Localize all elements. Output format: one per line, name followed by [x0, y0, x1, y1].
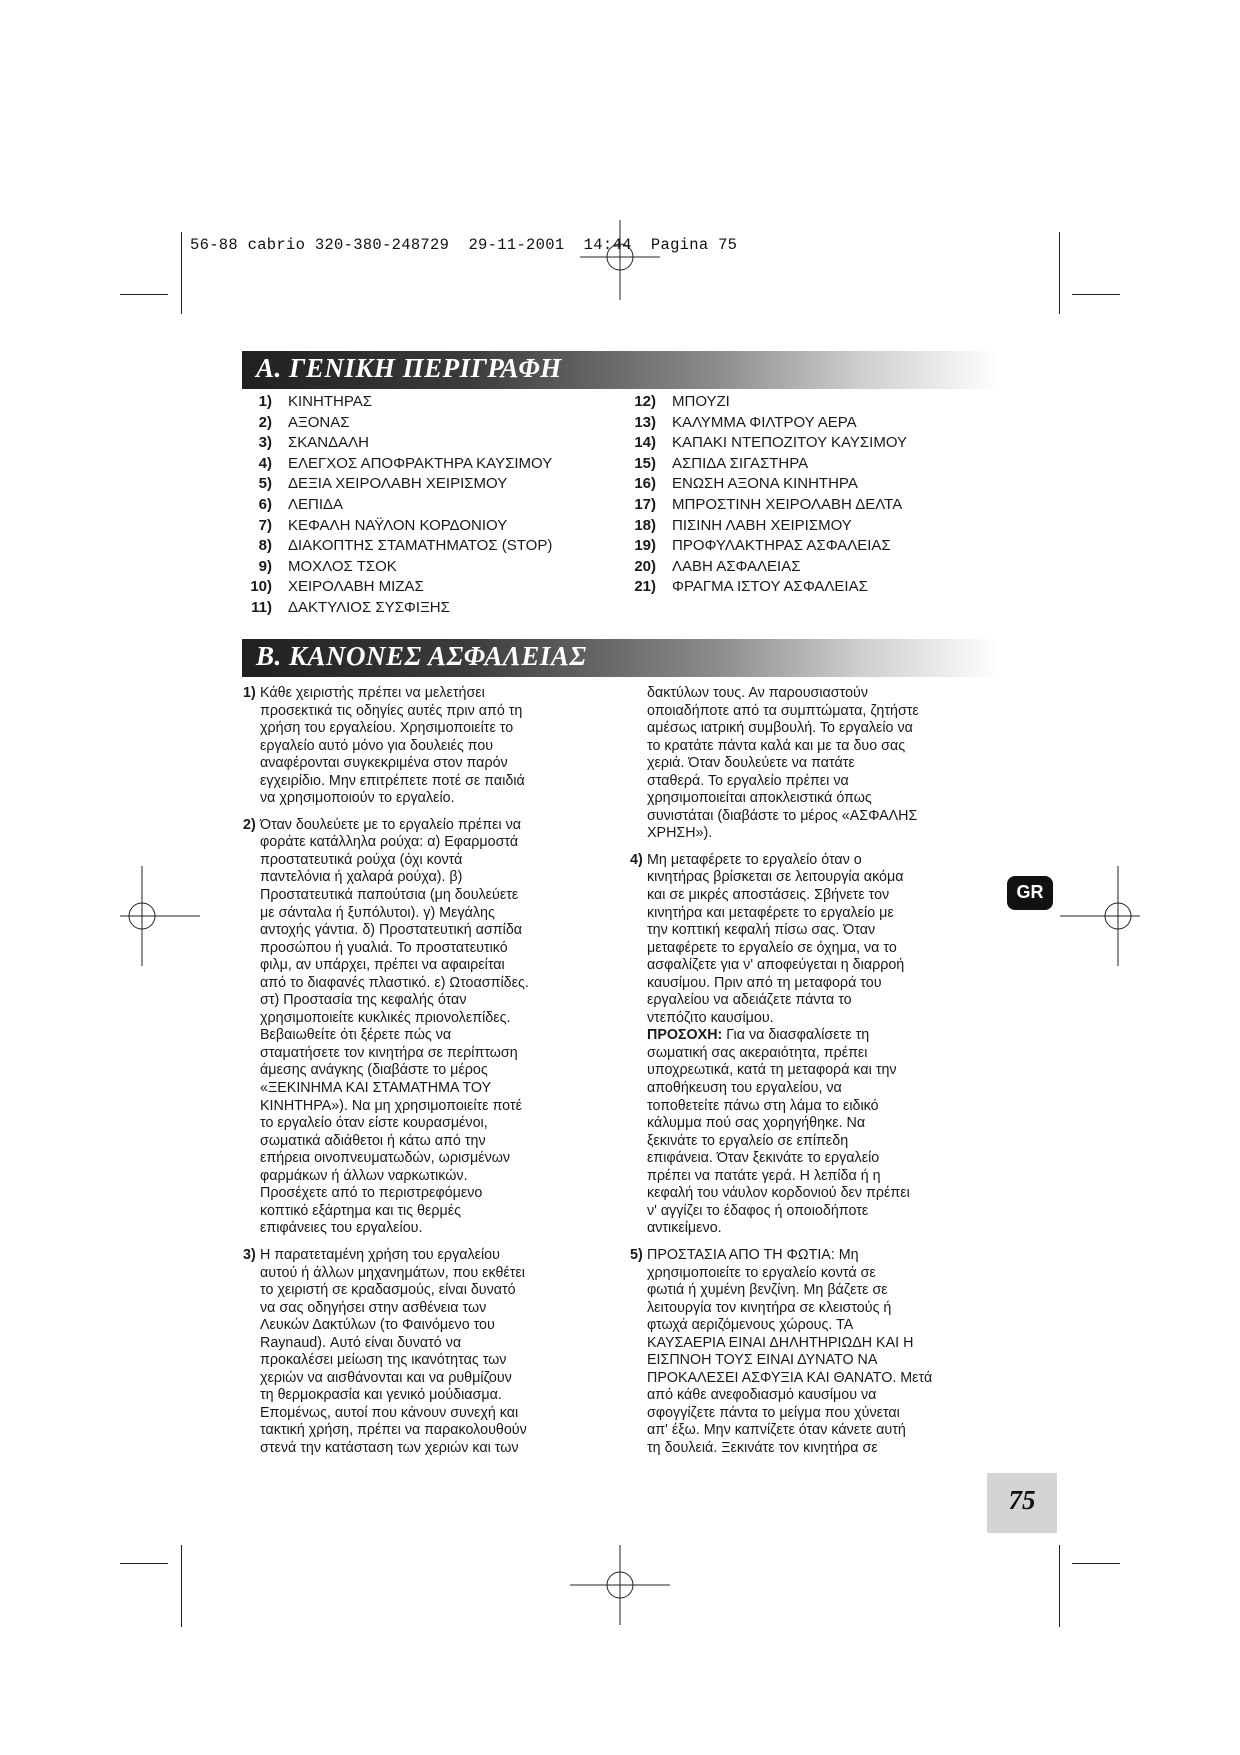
- registration-mark-top: [580, 220, 660, 300]
- part-number: 19): [634, 537, 656, 555]
- text-line: το κρατάτε πάντα καλά και με τα δυο σας: [647, 737, 906, 754]
- text-line: χεριών να αισθάνονται και να ρυθμίζουν: [260, 1369, 512, 1386]
- text-line: κάλυμμα πού σας χορηγήθηκε. Να: [647, 1115, 866, 1132]
- text-line: ΚΑΥΣΑΕΡΙΑ ΕΙΝΑΙ ΔΗΛΗΤΗΡΙΩΔΗ ΚΑΙ Η: [647, 1334, 914, 1351]
- text-line: Βεβαιωθείτε ότι ξέρετε πώς να: [260, 1027, 452, 1044]
- text-line: ασφαλίζετε για ν' αποφεύγεται η διαρροή: [647, 957, 905, 974]
- safety-rule-2: [243, 817, 623, 1238]
- part-number: 9): [258, 557, 272, 575]
- section-b-header: [242, 639, 1000, 677]
- part-label: ΚΙΝΗΤΗΡΑΣ: [288, 393, 373, 410]
- text-line: εργαλείο αυτό μόνο για δουλειές που: [260, 737, 494, 754]
- part-number: 18): [634, 516, 656, 534]
- text-line: αναφέρονται συγκεκριμένα στον παρόν: [260, 755, 508, 772]
- part-label: ΕΛΕΓΧΟΣ ΑΠΟΦΡΑΚΤΗΡΑ ΚΑΥΣΙΜΟΥ: [288, 454, 553, 472]
- text-line: επιφάνεια. Όταν ξεκινάτε το εργαλείο: [647, 1150, 880, 1167]
- part-label: ΑΣΠΙΔΑ ΣΙΓΑΣΤΗΡΑ: [672, 454, 809, 472]
- safety-column-left: [243, 685, 623, 1467]
- text-line: άμεσης ανάγκης (διαβάστε το μέρος: [260, 1062, 488, 1079]
- text-line: φαρμάκων ή άλλων ναρκωτικών.: [260, 1167, 468, 1184]
- text-line: με σάνταλα ή ξυπόλυτοι). γ) Μεγάλης: [260, 904, 495, 921]
- text-line: ΧΡΗΣΗ»).: [647, 825, 713, 842]
- text-line: προσεκτικά τις οδηγίες αυτές πριν από τη: [260, 702, 523, 719]
- part-number: 6): [258, 495, 272, 513]
- part-number: 3): [258, 434, 272, 452]
- text-line: ΚΙΝΗΤΗΡΑ»). Να μη χρησιμοποιείτε ποτέ: [260, 1097, 522, 1114]
- registration-mark-bottom: [570, 1545, 670, 1625]
- part-number: 20): [634, 557, 656, 575]
- text-line: εγχειρίδιο. Μην επιτρέπετε ποτέ σε παιδιά: [260, 772, 525, 789]
- text-line: Όταν δουλεύετε με το εργαλείο πρέπει να: [260, 816, 522, 833]
- text-line: φιλμ, αν υπάρχει, πρέπει να αφαιρείται: [260, 957, 505, 974]
- part-number: 13): [634, 413, 656, 431]
- part-label: ΛΕΠΙΔΑ: [288, 495, 344, 513]
- text-line: σταθερά. Το εργαλείο πρέπει να: [647, 772, 849, 789]
- text-line: από το διαφανές πλαστικό. ε) Ωτοασπίδες.: [260, 974, 529, 991]
- text-line: και σε μικρές αποστάσεις. Σβήνετε τον: [647, 887, 890, 904]
- text-line: αντικείμενο.: [647, 1220, 722, 1237]
- text-line: πρέπει να πατάτε γερά. Η λεπίδα ή η: [647, 1167, 881, 1184]
- text-line: παντελόνια ή χαλαρά ρούχα). β): [260, 869, 463, 886]
- text-line: φτωχά αεριζόμενους χώρους. ΤΑ: [647, 1317, 854, 1334]
- text-line: απ' έξω. Μην καπνίζετε όταν κάνετε αυτή: [647, 1422, 906, 1439]
- text-line: Μη μεταφέρετε το εργαλείο όταν ο: [647, 851, 862, 868]
- language-badge: [1007, 876, 1053, 910]
- text-line: καυσίμου. Πριν από τη μεταφορά του: [647, 974, 882, 991]
- section-a-header: [242, 351, 1000, 389]
- text-line: Λευκών Δακτύλων (το Φαινόμενο του: [260, 1317, 495, 1334]
- safety-rule-4: [630, 852, 1010, 1238]
- part-label: ΚΕΦΑΛΗ ΝΑΫΛΟΝ ΚΟΡΔΟΝΙΟΥ: [288, 516, 508, 534]
- print-slug: 56-88 cabrio 320-380-248729 29-11-2001 14:44 Pagina 75: [190, 236, 738, 254]
- part-label: ΔΑΚΤΥΛΙΟΣ ΣΥΣΦΙΞΗΣ: [288, 598, 450, 616]
- part-label: ΠΡΟΦΥΛΑΚΤΗΡΑΣ ΑΣΦΑΛΕΙΑΣ: [672, 537, 891, 555]
- text-line: εργαλείου να αδειάζετε πάντα το: [647, 992, 852, 1009]
- part-label: ΧΕΙΡΟΛΑΒΗ ΜΙΖΑΣ: [288, 578, 424, 596]
- crop-mark: [1072, 1563, 1120, 1564]
- crop-mark: [181, 1545, 182, 1627]
- text-line: μεταφέρετε το εργαλείο σε όχημα, να το: [647, 939, 897, 956]
- text-line: τοποθετείτε πάνω στη λάμα το ειδικό: [647, 1097, 879, 1114]
- crop-mark: [1072, 294, 1120, 295]
- text-line: υποχρεωτικά, κατά τη μεταφορά και την: [647, 1062, 897, 1079]
- part-number: 16): [634, 475, 656, 493]
- text-line: Προστατευτικά παπούτσια (μη δουλεύετε: [260, 887, 519, 904]
- text-line: Προσέχετε από το περιστρεφόμενο: [260, 1185, 483, 1202]
- text-line: τη θερμοκρασία και γενικό μούδιασμα.: [260, 1387, 502, 1404]
- safety-rule-3: [243, 1247, 623, 1458]
- page-number-box: [987, 1473, 1057, 1533]
- rule-number: 2): [243, 816, 256, 833]
- section-a-title: A. ΓΕΝΙΚΗ ΠΕΡΙΓΡΑΦΗ: [256, 353, 562, 383]
- part-label: ΚΑΛΥΜΜΑ ΦΙΛΤΡΟΥ ΑΕΡΑ: [672, 413, 857, 431]
- text-line: αντοχής γάντια. δ) Προστατευτική ασπίδα: [260, 922, 523, 939]
- part-number: 15): [634, 454, 656, 472]
- crop-mark: [181, 232, 182, 314]
- text-line: ΠΡΟΣΤΑΣΙΑ ΑΠΟ ΤΗ ΦΩΤΙΑ: Μη: [647, 1246, 859, 1263]
- text-line: να χρησιμοποιούν το εργαλείο.: [260, 790, 455, 807]
- part-label: ΔΙΑΚΟΠΤΗΣ ΣΤΑΜΑΤΗΜΑΤΟΣ (STOP): [288, 537, 553, 555]
- registration-mark-right: [1060, 866, 1140, 966]
- part-label: ΑΞΟΝΑΣ: [288, 413, 350, 431]
- text-line: κινητήρα και μεταφέρετε το εργαλείο με: [647, 904, 894, 921]
- warning-line: [647, 1027, 1010, 1045]
- text-line: ντεπόζιτο καυσίμου.: [647, 1009, 774, 1026]
- text-line: χρησιμοποιείτε το εργαλείο κοντά σε: [647, 1264, 876, 1281]
- part-label: ΛΑΒΗ ΑΣΦΑΛΕΙΑΣ: [672, 557, 801, 575]
- text-line: από κάθε ανεφοδιασμό καυσίμου να: [647, 1387, 877, 1404]
- safety-rule-1: [243, 685, 623, 808]
- part-label: ΜΠΟΥΖΙ: [672, 393, 730, 410]
- text-line: οποιαδήποτε από τα συμπτώματα, ζητήστε: [647, 702, 919, 719]
- text-line: Κάθε χειριστής πρέπει να μελετήσει: [260, 685, 485, 701]
- text-line: στενά την κατάσταση των χεριών και των: [260, 1439, 519, 1456]
- text-line: φοράτε κατάλληλα ρούχα: α) Εφαρμοστά: [260, 834, 519, 851]
- language-badge-label: GR: [1016, 882, 1044, 902]
- safety-rule-5: [630, 1247, 1010, 1458]
- part-number: 4): [258, 454, 272, 472]
- text-line: το εργαλείο όταν είστε κουρασμένοι,: [260, 1115, 488, 1132]
- part-number: 2): [258, 413, 272, 431]
- text-line: τη δουλειά. Ξεκινάτε τον κινητήρα σε: [647, 1439, 878, 1456]
- text-line: τακτική χρήση, πρέπει να παρακολουθούν: [260, 1422, 527, 1439]
- text-line: χρησιμοποιείται αποκλειστικά όπως: [647, 790, 872, 807]
- section-b-title: B. ΚΑΝΟΝΕΣ ΑΣΦΑΛΕΙΑΣ: [256, 641, 587, 671]
- text-line: αυτού ή άλλων μηχανημάτων, που εκθέτει: [260, 1264, 525, 1281]
- rule-number: 4): [630, 851, 643, 868]
- part-label: ΔΕΞΙΑ ΧΕΙΡΟΛΑΒΗ ΧΕΙΡΙΣΜΟΥ: [288, 475, 508, 493]
- text-line: δακτύλων τους. Αν παρουσιαστούν: [647, 685, 868, 701]
- text-line: αμέσως ιατρική συμβουλή. Το εργαλείο να: [647, 720, 913, 737]
- text-line: Η παρατεταμένη χρήση του εργαλείου: [260, 1246, 500, 1263]
- text-line: χρησιμοποιείτε κυκλικές πριονολεπίδες.: [260, 1009, 511, 1026]
- crop-mark: [1059, 232, 1060, 314]
- part-number: 7): [258, 516, 272, 534]
- text-line: στ) Προστασία της κεφαλής όταν: [260, 992, 467, 1009]
- part-number: 10): [250, 578, 272, 596]
- text-line: κοπτικό εξάρτημα και τις θερμές: [260, 1202, 462, 1219]
- text-line: φωτιά ή χυμένη βενζίνη. Μη βάζετε σε: [647, 1282, 888, 1299]
- part-number: 8): [258, 537, 272, 555]
- part-number: 17): [634, 495, 656, 513]
- part-label: ΜΠΡΟΣΤΙΝΗ ΧΕΙΡΟΛΑΒΗ ΔΕΛΤΑ: [672, 495, 903, 513]
- warning-text: Για να διασφαλίσετε τη: [722, 1027, 870, 1044]
- text-line: σφογγίζετε πάντα το μείγμα που χύνεται: [647, 1404, 900, 1421]
- part-label: ΕΝΩΣΗ ΑΞΟΝΑ ΚΙΝΗΤΗΡΑ: [672, 475, 858, 493]
- text-line: να σας οδηγήσει στην ασθένεια των: [260, 1299, 487, 1316]
- text-line: προκαλέσει μείωση της ικανότητας των: [260, 1352, 507, 1369]
- text-line: κεφαλή του νάυλον κορδονιού δεν πρέπει: [647, 1185, 910, 1202]
- text-line: χεριά. Όταν δουλεύετε να πατάτε: [647, 755, 855, 772]
- text-line: κινητήρας βρίσκεται σε λειτουργία ακόμα: [647, 869, 904, 886]
- registration-mark-left: [120, 866, 200, 966]
- text-line: «ΞΕΚΙΝΗΜΑ ΚΑΙ ΣΤΑΜΑΤΗΜΑ ΤΟΥ: [260, 1080, 492, 1097]
- rule-number: 5): [630, 1246, 643, 1263]
- text-line: σταματήσετε τον κινητήρα σε περίπτωση: [260, 1044, 518, 1061]
- part-number: 14): [634, 434, 656, 452]
- text-line: επήρεια οινοπνευματωδών, ωρισμένων: [260, 1150, 511, 1167]
- safety-column-right: [630, 685, 1010, 1467]
- part-label: ΠΙΣΙΝΗ ΛΑΒΗ ΧΕΙΡΙΣΜΟΥ: [672, 516, 852, 534]
- crop-mark: [1059, 1545, 1060, 1627]
- text-line: ΕΙΣΠΝΟΗ ΤΟΥΣ ΕΙΝΑΙ ΔΥΝΑΤΟ ΝΑ: [647, 1352, 878, 1369]
- text-line: προστατευτικά ρούχα (όχι κοντά: [260, 851, 463, 868]
- text-line: την κοπτική κεφαλή πίσω σας. Όταν: [647, 922, 876, 939]
- part-label: ΜΟΧΛΟΣ ΤΣΟΚ: [288, 557, 397, 575]
- page-number: 75: [1008, 1485, 1036, 1515]
- part-number: 21): [634, 578, 656, 596]
- text-line: ν' αγγίζει το έδαφος ή οποιοδήποτε: [647, 1202, 869, 1219]
- part-label: ΦΡΑΓΜΑ ΙΣΤΟΥ ΑΣΦΑΛΕΙΑΣ: [672, 578, 868, 596]
- part-number: 1): [258, 393, 272, 410]
- text-line: Raynaud). Αυτό είναι δυνατό να: [260, 1334, 462, 1351]
- part-number: 11): [251, 598, 272, 616]
- warning-label: ΠΡΟΣΟΧΗ:: [647, 1027, 723, 1044]
- safety-rule-3-continued: [647, 685, 1010, 843]
- text-line: αποθήκευση του εργαλείου, να: [647, 1080, 842, 1097]
- text-line: χρήση του εργαλείου. Χρησιμοποιείτε το: [260, 720, 514, 737]
- text-line: σωματική σας ακεραιότητα, πρέπει: [647, 1044, 868, 1061]
- text-line: ξεκινάτε το εργαλείο σε επίπεδη: [647, 1132, 849, 1149]
- rule-number: 1): [243, 685, 256, 701]
- text-line: επιφάνειες του εργαλείου.: [260, 1220, 423, 1237]
- text-line: το χειριστή σε κραδασμούς, είναι δυνατό: [260, 1282, 516, 1299]
- part-label: ΣΚΑΝΔΑΛΗ: [288, 434, 369, 452]
- text-line: προσώπου ή γυαλιά. Το προστατευτικό: [260, 939, 508, 956]
- part-label: ΚΑΠΑΚΙ ΝΤΕΠΟΖΙΤΟΥ ΚΑΥΣΙΜΟΥ: [672, 434, 908, 452]
- crop-mark: [120, 1563, 168, 1564]
- part-number: 5): [258, 475, 272, 493]
- text-line: λειτουργία τον κινητήρα σε κλειστούς ή: [647, 1299, 892, 1316]
- part-number: 12): [634, 393, 656, 410]
- text-line: συνιστάται (διαβάστε το μέρος «ΑΣΦΑΛΗΣ: [647, 807, 918, 824]
- text-line: σωματικά αδιάθετοι ή κάτω από την: [260, 1132, 486, 1149]
- rule-number: 3): [243, 1246, 256, 1263]
- text-line: Επομένως, αυτοί που κάνουν συνεχή και: [260, 1404, 519, 1421]
- crop-mark: [120, 294, 168, 295]
- text-line: ΠΡΟΚΑΛΕΣΕΙ ΑΣΦΥΞΙΑ ΚΑΙ ΘΑΝΑΤΟ. Μετά: [647, 1369, 933, 1386]
